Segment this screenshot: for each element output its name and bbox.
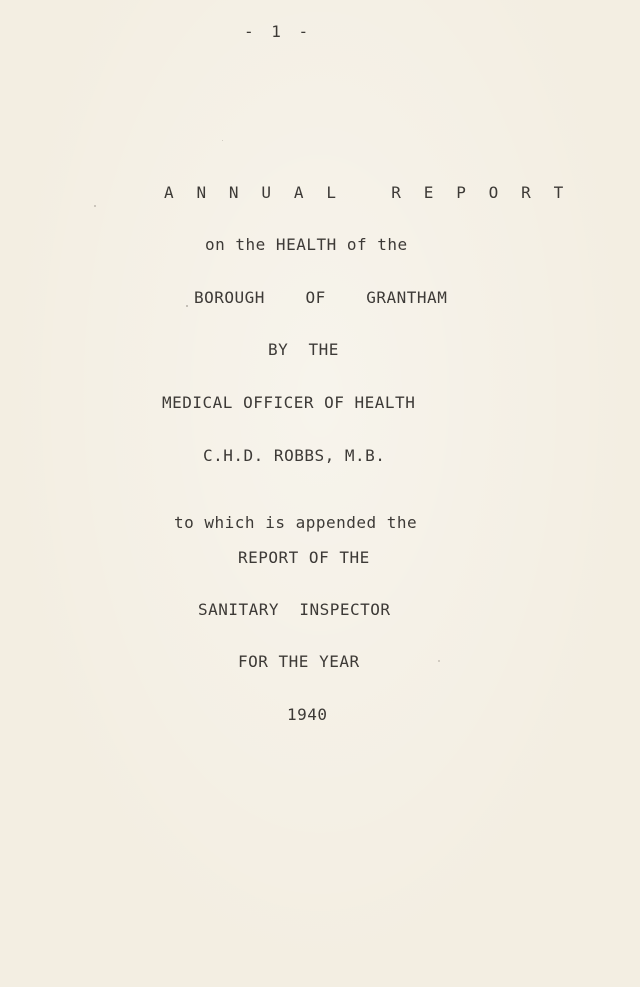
paper-speck — [222, 140, 223, 141]
paper-speck — [186, 305, 188, 307]
subtitle-line-by: BY THE — [268, 340, 339, 359]
subtitle-line-officer: MEDICAL OFFICER OF HEALTH — [162, 393, 416, 412]
page-number: - 1 - — [244, 22, 313, 41]
appendix-line: to which is appended the — [174, 513, 418, 532]
year-value: 1940 — [287, 705, 328, 724]
author-name: C.H.D. ROBBS, M.B. — [203, 446, 386, 465]
appendix-report-line: REPORT OF THE — [238, 548, 370, 567]
appendix-inspector-line: SANITARY INSPECTOR — [198, 600, 391, 619]
paper-speck — [94, 205, 96, 207]
paper-speck — [438, 660, 440, 662]
report-title: A N N U A L R E P O R T — [164, 183, 570, 202]
year-label: FOR THE YEAR — [238, 652, 360, 671]
subtitle-line-borough: BOROUGH OF GRANTHAM — [194, 288, 448, 307]
subtitle-line-health: on the HEALTH of the — [205, 235, 408, 254]
